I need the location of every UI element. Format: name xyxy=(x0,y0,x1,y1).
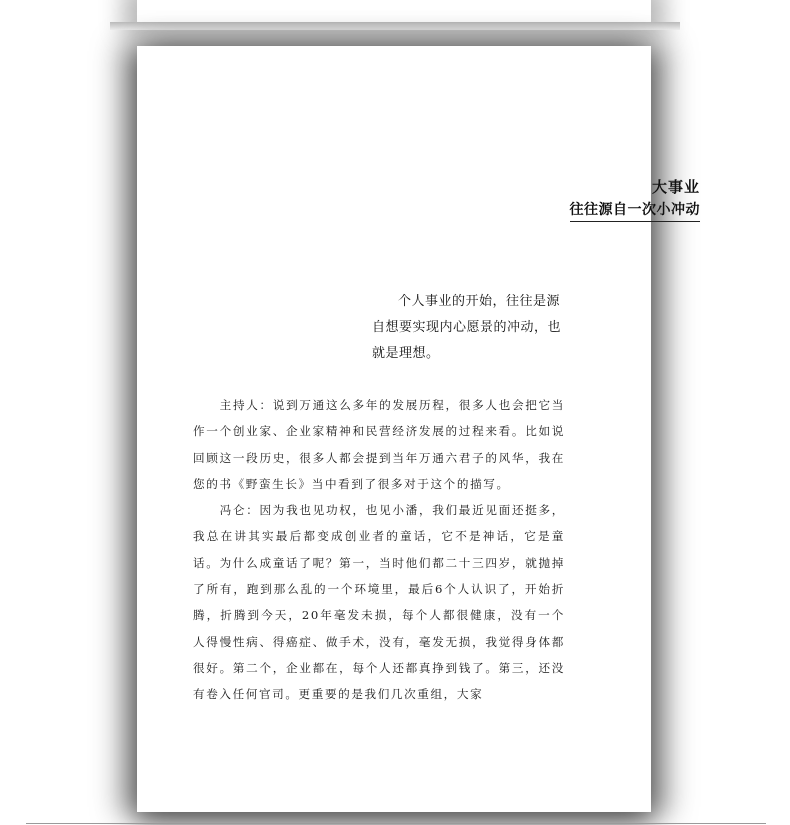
previous-page xyxy=(137,0,651,22)
page-edge-shadow xyxy=(110,22,680,30)
epigraph: 个人事业的开始，往往是源自想要实现内心愿景的冲动，也就是理想。 xyxy=(372,294,562,361)
paragraph: 冯仑：因为我也见功权，也见小潘，我们最近见面还挺多，我总在讲其实最后都变成创业者的童话，它不是神话，它是童话。为什么成童话了呢？第一，当时他们都二十三四岁，就抛掉了所有，跑到那么乱的一个环境里，最后6个人认识了，开始折腾，折腾到今天，20年毫发未损，每个人都很健康，没有一个人得慢性病、得癌症、做手术，没有，毫发无损，我觉得身体都很好。第二个，企业都在，每个人还都真挣到钱了。第三，还没有卷入任何官司。更重要的是我们几次重组，大家 xyxy=(193,503,565,702)
body-text xyxy=(193,392,565,708)
chapter-heading xyxy=(570,175,701,222)
chapter-title: 大事业 xyxy=(651,178,700,196)
page-bottom-divider xyxy=(26,823,766,824)
chapter-subtitle: 往往源自一次小冲动 xyxy=(570,199,701,222)
paragraph: 主持人：说到万通这么多年的发展历程，很多人也会把它当作一个创业家、企业家精神和民营经济发展的过程来看。比如说回顾这一段历史，很多人都会提到当年万通六君子的风华，我在您的书《野蛮生长》当中看到了很多对于这个的描写。 xyxy=(193,398,565,491)
